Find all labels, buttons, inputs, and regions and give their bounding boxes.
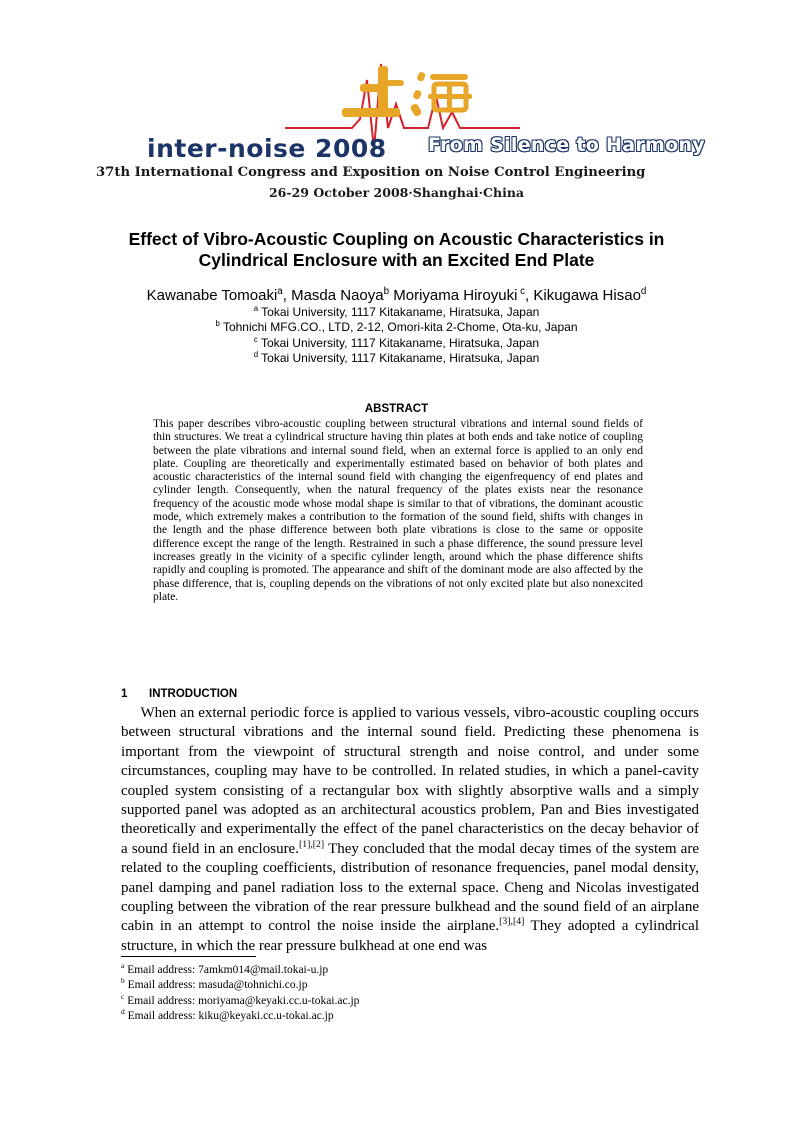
footnote-d-sup: d xyxy=(121,1007,125,1017)
affiliation-b-text: Tohnichi MFG.CO., LTD, 2-12, Omori-kita 2-Chome, Ota-ku, Japan xyxy=(219,320,578,335)
brand-slogan: From Silence to Harmony xyxy=(428,134,705,156)
brand-wordmark: inter-noise 2008 xyxy=(147,134,387,163)
footnote-c-sup: c xyxy=(121,991,125,1001)
introduction-paragraph xyxy=(121,704,699,956)
affiliation-list xyxy=(0,305,793,366)
affiliation-d xyxy=(0,351,793,366)
affiliation-d-text: Tokai University, 1117 Kitakaname, Hiratsuka, Japan xyxy=(258,350,540,365)
logo-glyph-shang xyxy=(342,66,404,117)
section-title: INTRODUCTION xyxy=(149,688,238,700)
footnote-b-text: Email address: masuda@tohnichi.co.jp xyxy=(124,979,308,992)
logo-glyph-hai xyxy=(410,71,472,117)
footnote-list xyxy=(121,963,359,1024)
author-4-sup: d xyxy=(640,286,647,297)
affiliation-b-sup: b xyxy=(215,319,220,329)
affiliation-c-text: Tokai University, 1117 Kitakaname, Hiratsuka, Japan xyxy=(257,335,540,350)
footnote-a xyxy=(121,963,359,978)
affiliation-a xyxy=(0,305,793,320)
affiliation-a-sup: a xyxy=(253,304,259,313)
author-1-sup: a xyxy=(277,286,283,297)
section-number: 1 xyxy=(121,688,128,700)
author-list xyxy=(0,287,793,305)
affiliation-a-text: Tokai University, 1117 Kitakaname, Hiratsuka, Japan xyxy=(258,305,540,319)
paper-title-line-2: Cylindrical Enclosure with an Excited End Plate xyxy=(198,250,595,270)
conference-banner xyxy=(0,0,793,210)
citation-3-4: [3],[4] xyxy=(499,916,525,928)
author-2: , Masda Naoya xyxy=(282,287,384,304)
footnote-a-sup: a xyxy=(121,961,125,971)
footnote-b xyxy=(121,978,359,993)
author-2-sup: b xyxy=(383,286,390,297)
author-4: , Kikugawa Hisao xyxy=(525,287,641,304)
footnote-c-text: Email address: moriyama@keyaki.cc.u-tokai.ac.jp xyxy=(124,994,360,1007)
footnote-d xyxy=(121,1009,359,1024)
footnote-d-text: Email address: kiku@keyaki.cc.u-tokai.ac.jp xyxy=(124,1009,334,1022)
section-heading xyxy=(121,688,237,700)
paper-title-line-1: Effect of Vibro-Acoustic Coupling on Acoustic Characteristics in xyxy=(128,229,665,249)
intro-text-part-3: They adopted a cylindrical structure, in which the rear pressure bulkhead at one end was xyxy=(121,918,699,954)
author-3: Moriyama Hiroyuki xyxy=(389,287,518,304)
abstract-body: This paper describes vibro-acoustic coupling between structural vibrations and internal sound fields of thin structures. We treat a cylindrical structure having thin plates at both ends and take notice of coupling between the plate vibrations and internal sound field, when an external force is applied to an only end plate. Coupling are theoretically and experimentally estimated based on behavior of both plates and acoustic characteristics of the internal sound field with changing the eigenfrequency of end plates and cylinder length. Consequently, when the natural frequency of the plates exists near the resonance frequency of the acoustic mode whose modal shape is similar to that of vibrations, the dominant acoustic mode, which extremely makes a contribution to the formation of the sound field, shifts with changes in the length and the phase difference between both plate vibrations is close to the same or opposite difference except the range of the length. Restrained in such a phase difference, the sound pressure level increases greatly in the vicinity of a specific cylinder length, around which the phase difference shifts rapidly and coupling is promoted. The appearance and shift of the dominant mode are also affected by the phase difference, that is, coupling depends on the vibrations of not only excited plate but also nonexcited plate. xyxy=(153,418,643,603)
affiliation-b xyxy=(0,320,793,335)
intro-text-part-1: When an external periodic force is applied to various vessels, vibro-acoustic coupling occurs between structural vibrations and the internal sound field. Predicting these phenomena is important from the viewpoint of structural strength and noise control, and under some circumstances, coupling may have to be controlled. In related studies, in which a panel-cavity coupled system consisting of a rectangular box with slightly absorptive walls and a simply supported panel was adopted as an architectural acoustics problem, Pan and Bies investigated theoretically and experimentally the effect of the panel characteristics on the decay behavior of a sound field in an enclosure. xyxy=(121,705,700,857)
intro-text-part-2: They concluded that the modal decay times of the system are related to the coupling coefficients, distribution of resonance frequencies, panel modal density, panel damping and panel radiation loss to the external space. Cheng and Nicolas investigated coupling between the vibration of the rear pressure bulkhead and the sound field of an airplane cabin in an attempt to control the noise inside the airplane. xyxy=(121,840,699,935)
introduction-body xyxy=(121,704,699,956)
footnote-b-sup: b xyxy=(121,976,125,986)
paper-title xyxy=(0,229,793,271)
affiliation-c xyxy=(0,336,793,351)
footnote-a-text: Email address: 7amkm014@mail.tokai-u.jp xyxy=(124,964,329,976)
conference-date-place: 26-29 October 2008·Shanghai·China xyxy=(268,185,525,200)
conference-name: 37th International Congress and Exposition on Noise Control Engineering xyxy=(96,165,646,180)
footnote-divider xyxy=(121,956,256,957)
author-3-sup: c xyxy=(517,286,526,297)
affiliation-c-sup: c xyxy=(253,334,258,344)
author-1: Kawanabe Tomoaki xyxy=(146,287,278,304)
footnote-c xyxy=(121,991,360,1009)
abstract-heading: ABSTRACT xyxy=(364,403,429,415)
affiliation-d-sup: d xyxy=(253,349,259,359)
citation-1-2: [1],[2] xyxy=(298,838,325,850)
